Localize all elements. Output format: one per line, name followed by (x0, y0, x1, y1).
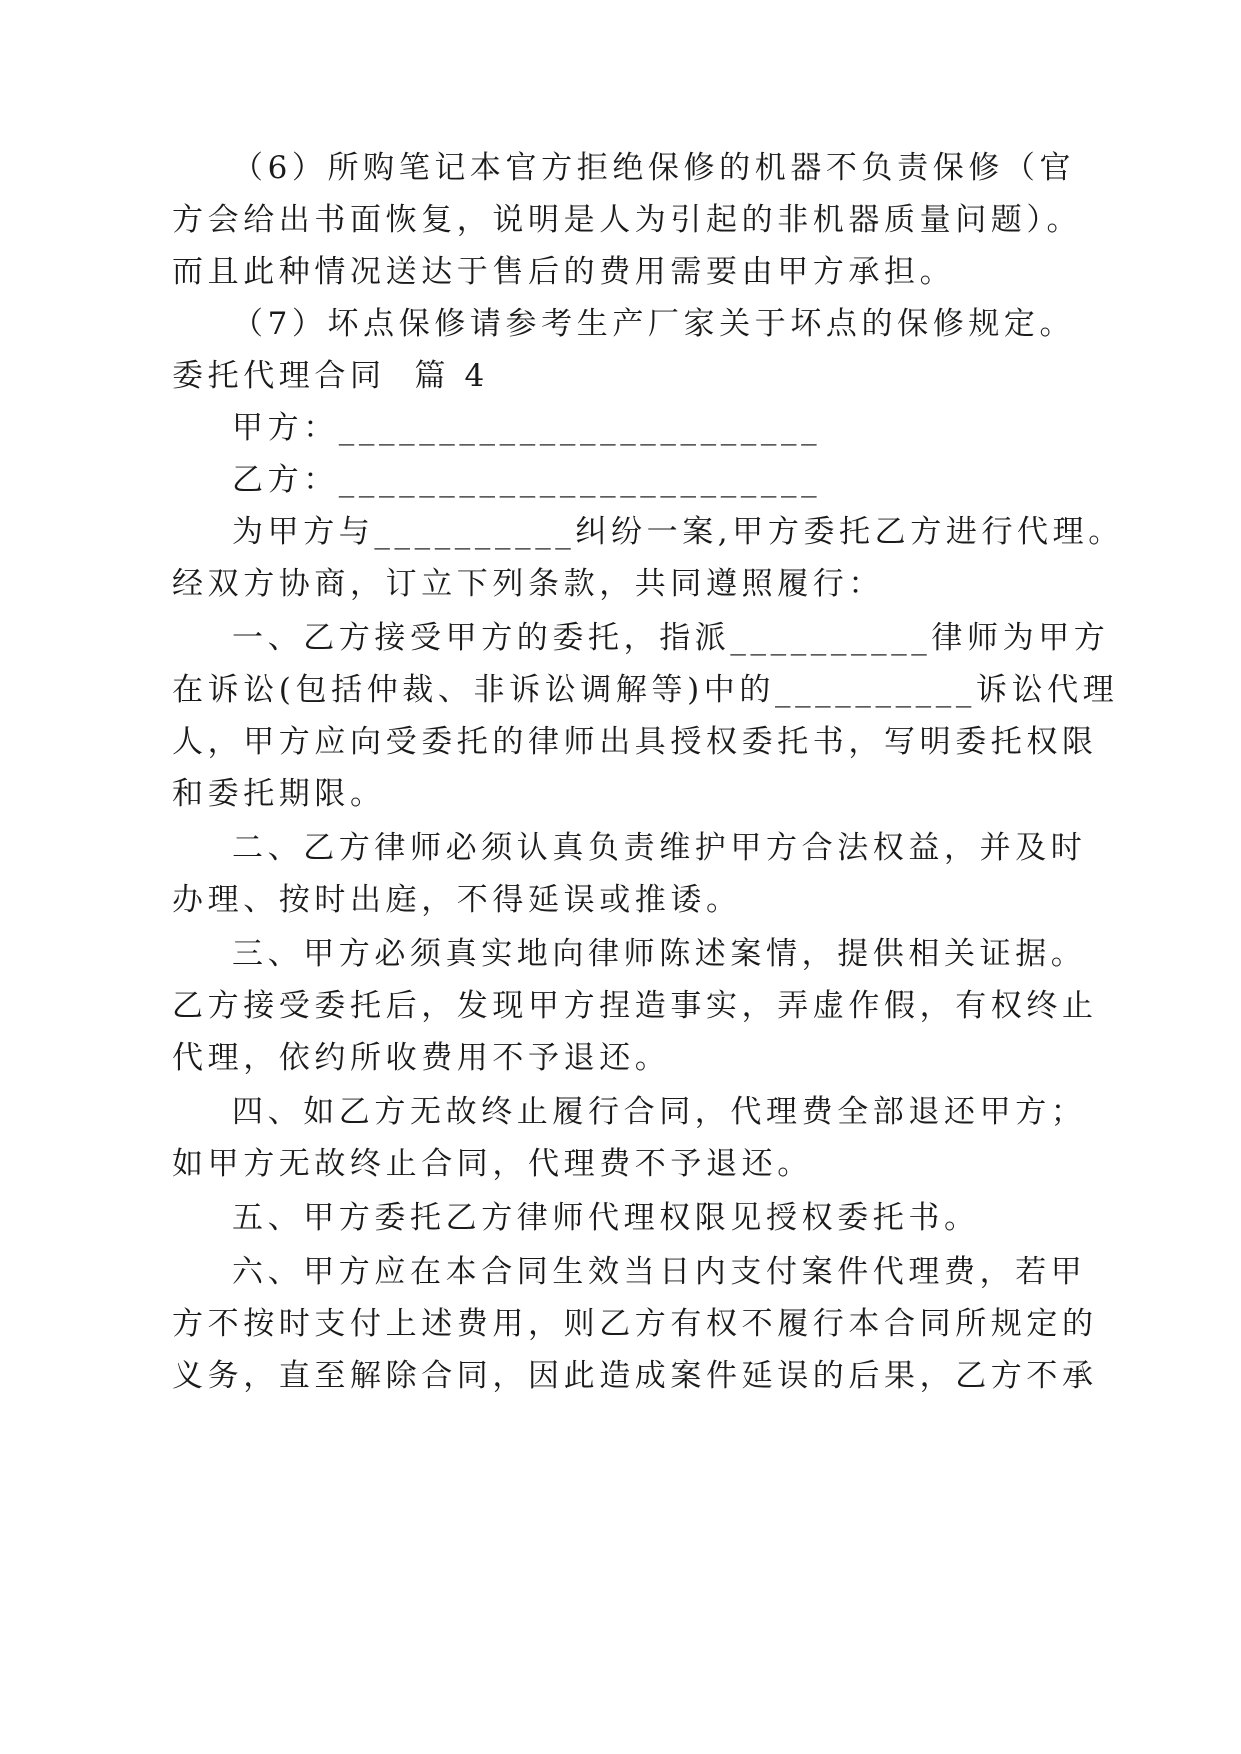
paragraph-line: 和委托期限。 (172, 776, 386, 812)
paragraph-line: 方不按时支付上述费用，则乙方有权不履行本合同所规定的 (172, 1306, 1098, 1342)
paragraph-line: 如甲方无故终止合同，代理费不予退还。 (172, 1146, 813, 1182)
paragraph-line: 四、如乙方无故终止履行合同，代理费全部退还甲方； (232, 1094, 1087, 1130)
paragraph-line: 方会给出书面恢复，说明是人为引起的非机器质量问题）。 (172, 202, 1083, 238)
paragraph-line: 六、甲方应在本合同生效当日内支付案件代理费，若甲 (232, 1254, 1087, 1290)
paragraph-line: 三、甲方必须真实地向律师陈述案情，提供相关证据。 (232, 936, 1087, 972)
paragraph-line: （6）所购笔记本官方拒绝保修的机器不负责保修（官 (232, 150, 1076, 186)
paragraph-line: 义务，直至解除合同，因此造成案件延误的后果，乙方不承 (172, 1358, 1098, 1394)
paragraph-line: 一、乙方接受甲方的委托，指派__________律师为甲方 (232, 620, 1110, 656)
section-heading: 委托代理合同 篇 4 (172, 358, 489, 394)
paragraph-line: 代理，依约所收费用不予退还。 (172, 1040, 671, 1076)
paragraph-line: 在诉讼(包括仲裁、非诉讼调解等)中的__________诉讼代理 (172, 672, 1119, 708)
paragraph-line: 为甲方与__________纠纷一案,甲方委托乙方进行代理。 (232, 514, 1124, 550)
paragraph-line: 人，甲方应向受委托的律师出具授权委托书，写明委托权限 (172, 724, 1098, 760)
paragraph-line: 二、乙方律师必须认真负责维护甲方合法权益，并及时 (232, 830, 1087, 866)
paragraph-line: 办理、按时出庭，不得延误或推诿。 (172, 882, 742, 918)
paragraph-line: 五、甲方委托乙方律师代理权限见授权委托书。 (232, 1200, 980, 1236)
paragraph-line: 乙方接受委托后，发现甲方捏造事实，弄虚作假，有权终止 (172, 988, 1098, 1024)
paragraph-line: （7）坏点保修请参考生产厂家关于坏点的保修规定。 (232, 306, 1076, 342)
party-b-field: 乙方：________________________ (232, 462, 822, 498)
party-a-field: 甲方：________________________ (232, 410, 822, 446)
paragraph-line: 经双方协商，订立下列条款，共同遵照履行： (172, 566, 884, 602)
paragraph-line: 而且此种情况送达于售后的费用需要由甲方承担。 (172, 254, 956, 290)
